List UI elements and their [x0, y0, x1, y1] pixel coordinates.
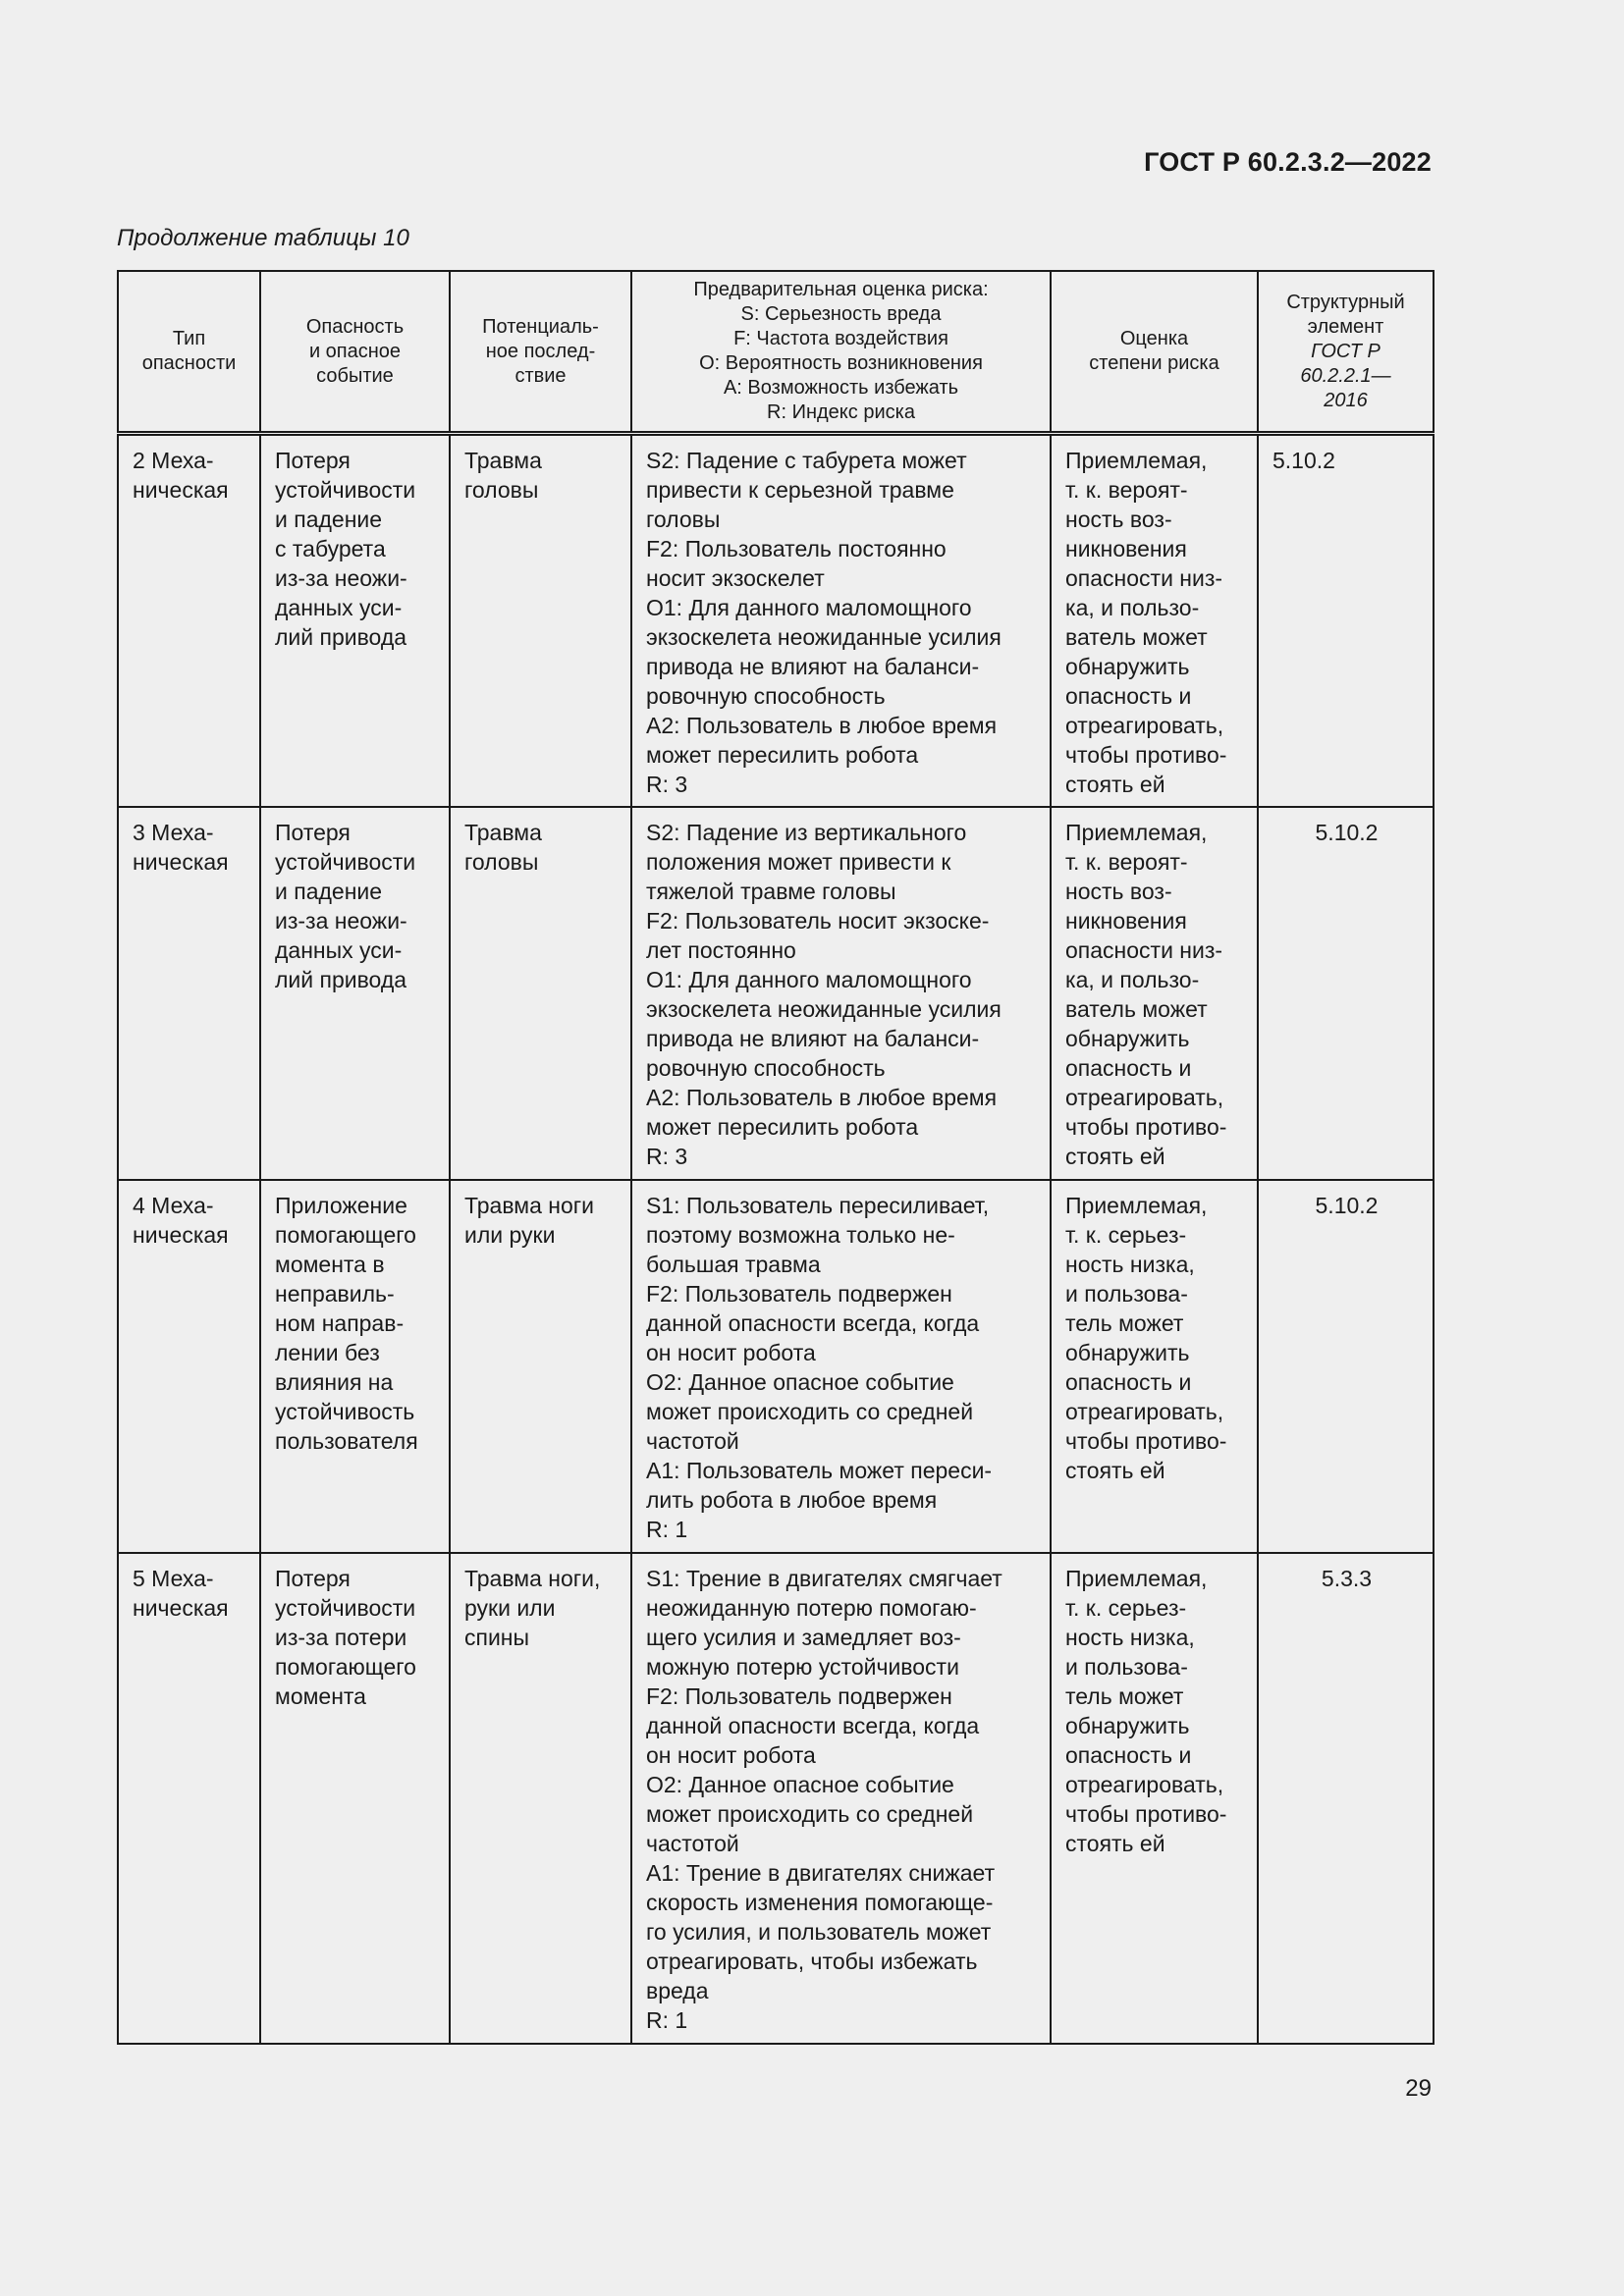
- column-header-hazard: Опасность и опасное событие: [260, 271, 450, 434]
- cell-assessment: S1: Пользователь пересиливает, поэтому возможна только не- большая травма F2: Пользователь подвержен данной опасности всегда, когда он носит робота O2: Данное опасное событие может происходить со средней частотой A1: Пользователь может переси- лить робота в любое время R: 1: [631, 1180, 1051, 1553]
- cell-risk-level: Приемлемая, т. к. вероят- ность воз- никновения опасности низ- ка, и пользо- ватель может обнаружить опасность и отреагировать, чтобы противо- стоять ей: [1051, 807, 1258, 1180]
- table-row: [118, 434, 1434, 807]
- column-header-element: Структурный элемент ГОСТ Р 60.2.2.1— 2016: [1258, 271, 1434, 434]
- cell-element: 5.10.2: [1258, 434, 1434, 807]
- cell-hazard: Приложение помогающего момента в неправиль- ном направ- лении без влияния на устойчивость пользователя: [260, 1180, 450, 1553]
- cell-element: 5.10.2: [1258, 807, 1434, 1180]
- cell-element: 5.10.2: [1258, 1180, 1434, 1553]
- cell-element: 5.3.3: [1258, 1553, 1434, 2044]
- column-header-risk-level: Оценка степени риска: [1051, 271, 1258, 434]
- table-header-row: [118, 271, 1434, 434]
- document-code: ГОСТ Р 60.2.3.2—2022: [1144, 147, 1432, 177]
- page-number: 29: [1405, 2075, 1432, 2102]
- cell-assessment: S2: Падение с табурета может привести к серьезной травме головы F2: Пользователь постоянно носит экзоскелет O1: Для данного маломощного экзоскелета неожиданные усилия привода не влияют на баланси- ровочную способность A2: Пользователь в любое время может пересилить робота R: 3: [631, 434, 1051, 807]
- cell-risk-level: Приемлемая, т. к. серьез- ность низка, и пользова- тель может обнаружить опасность и отреагировать, чтобы противо- стоять ей: [1051, 1180, 1258, 1553]
- table-row: [118, 807, 1434, 1180]
- cell-hazard: Потеря устойчивости и падение из-за неожи- данных уси- лий привода: [260, 807, 450, 1180]
- cell-consequence: Травма ноги или руки: [450, 1180, 631, 1553]
- cell-consequence: Травма ноги, руки или спины: [450, 1553, 631, 2044]
- cell-type: 3 Меха- ническая: [118, 807, 260, 1180]
- cell-type: 4 Меха- ническая: [118, 1180, 260, 1553]
- cell-type: 5 Меха- ническая: [118, 1553, 260, 2044]
- risk-assessment-table: [117, 270, 1435, 2045]
- column-header-consequence: Потенциаль- ное послед- ствие: [450, 271, 631, 434]
- table-row: [118, 1553, 1434, 2044]
- cell-assessment: S2: Падение из вертикального положения может привести к тяжелой травме головы F2: Пользователь носит экзоске- лет постоянно O1: Для данного маломощного экзоскелета неожиданные усилия привода не влияют на баланси- ровочную способность A2: Пользователь в любое время может пересилить робота R: 3: [631, 807, 1051, 1180]
- cell-risk-level: Приемлемая, т. к. вероят- ность воз- никновения опасности низ- ка, и пользо- ватель может обнаружить опасность и отреагировать, чтобы противо- стоять ей: [1051, 434, 1258, 807]
- cell-consequence: Травма головы: [450, 434, 631, 807]
- column-header-type: Тип опасности: [118, 271, 260, 434]
- cell-assessment: S1: Трение в двигателях смягчает неожиданную потерю помогаю- щего усилия и замедляет воз- можную потерю устойчивости F2: Пользователь подвержен данной опасности всегда, когда он носит робота O2: Данное опасное событие может происходить со средней частотой A1: Трение в двигателях снижает скорость изменения помогающе- го усилия, и пользователь может отреагировать, чтобы избежать вреда R: 1: [631, 1553, 1051, 2044]
- cell-risk-level: Приемлемая, т. к. серьез- ность низка, и пользова- тель может обнаружить опасность и отреагировать, чтобы противо- стоять ей: [1051, 1553, 1258, 2044]
- cell-hazard: Потеря устойчивости из-за потери помогающего момента: [260, 1553, 450, 2044]
- column-header-assessment: Предварительная оценка риска: S: Серьезность вреда F: Частота воздействия O: Вероятность возникновения A: Возможность избежать R: Индекс риска: [631, 271, 1051, 434]
- cell-hazard: Потеря устойчивости и падение с табурета из-за неожи- данных уси- лий привода: [260, 434, 450, 807]
- table-row: [118, 1180, 1434, 1553]
- cell-consequence: Травма головы: [450, 807, 631, 1180]
- table-caption: Продолжение таблицы 10: [117, 225, 409, 251]
- cell-type: 2 Меха- ническая: [118, 434, 260, 807]
